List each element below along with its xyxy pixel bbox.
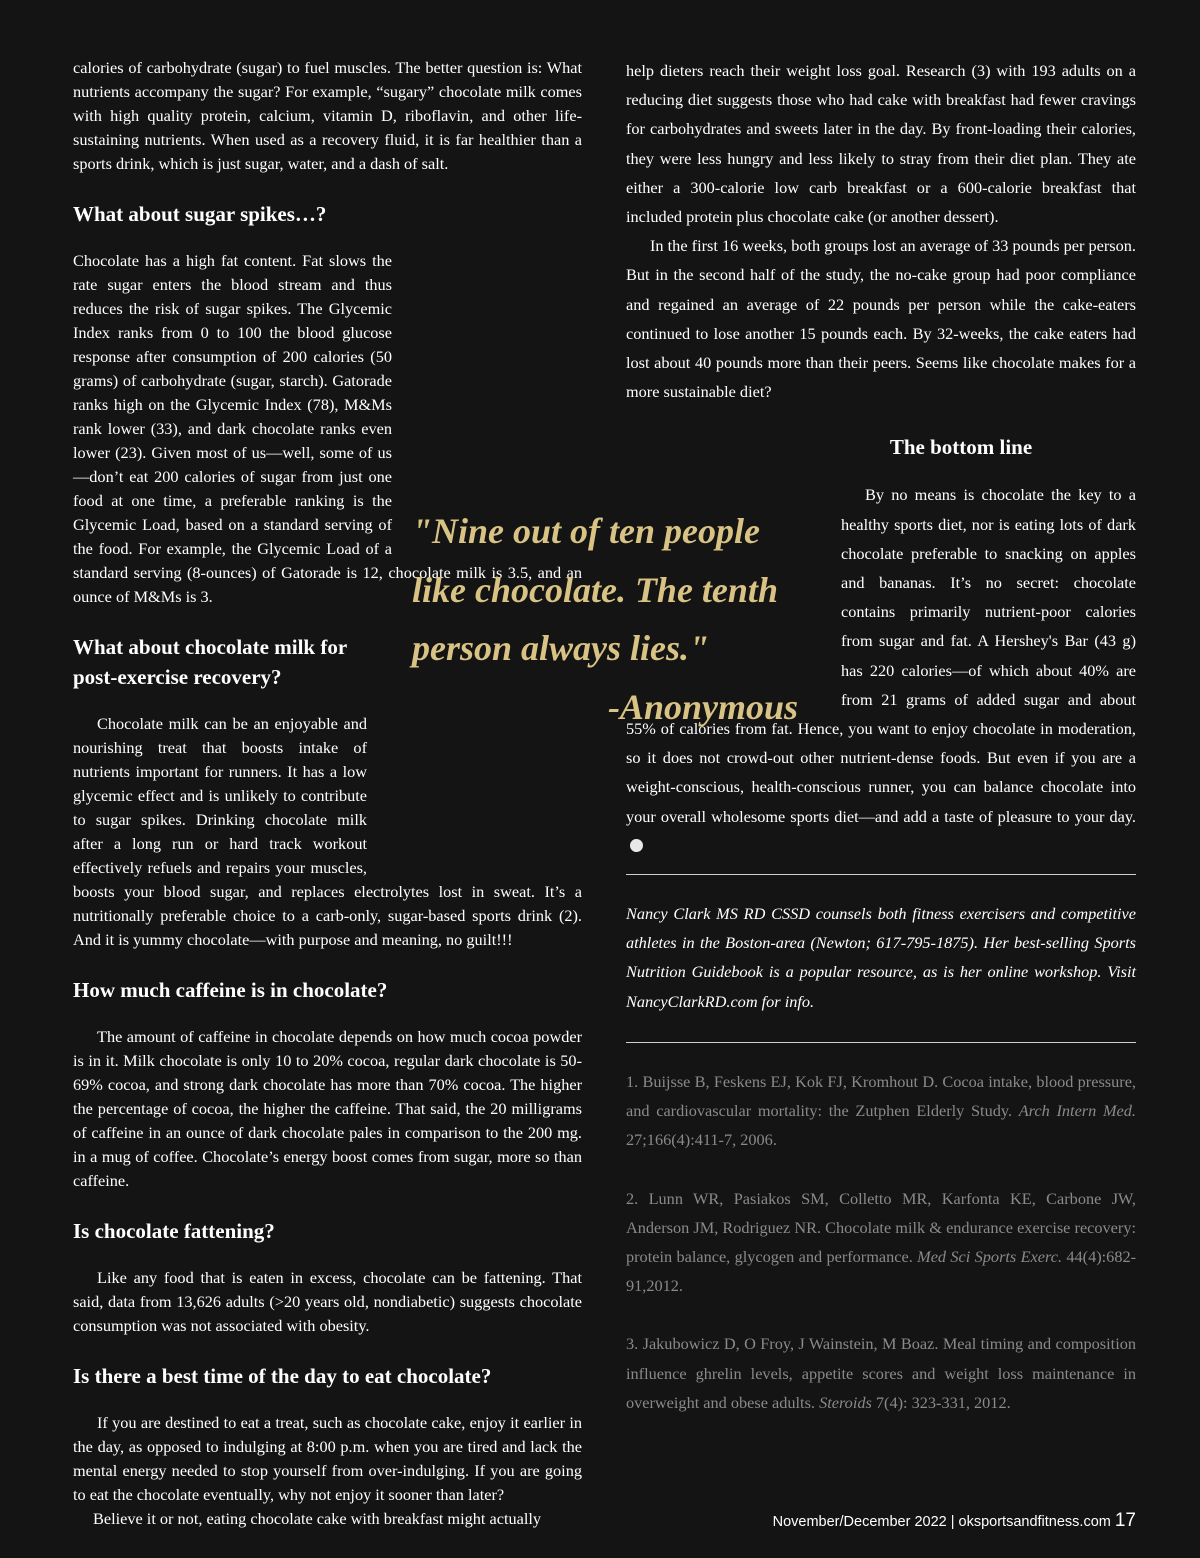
paragraph-intro: calories of carbohydrate (sugar) to fuel muscles. The better question is: What nutrients accompany the sugar? For example, “sugary” chocolate milk comes with high quality protein, calcium, vitamin D, riboflavin, and other life-sustaining nutrients. When used as a recovery fluid, it is far healthier than a sports drink, which is just sugar, water, and a dash of salt. xyxy=(73,58,582,173)
paragraph-best-time: If you are destined to eat a treat, such as chocolate cake, enjoy it earlier in the day, as opposed to indulging at 8:00 p.m. when you are tired and lack the mental energy needed to stop yourself from over-indulging. If you are going to eat the chocolate eventually, why not enjoy it sooner than later? xyxy=(73,1413,582,1504)
references xyxy=(626,1067,1136,1417)
heading-best-time: Is there a best time of the day to eat chocolate? xyxy=(73,1364,492,1388)
reference-item: 3. Jakubowicz D, O Froy, J Wainstein, M Boaz. Meal timing and composition influence ghrelin levels, appetite scores and weight loss maintenance in overweight and obese adults. Steroids 7(4): 323-331, 2012. xyxy=(626,1334,1136,1412)
heading-fattening: Is chocolate fattening? xyxy=(73,1219,275,1243)
paragraph-chocolate-milk: Chocolate milk can be an enjoyable and nourishing treat that boosts intake of nutrients important for runners. It has a low glycemic effect and is unlikely to contribute to sugar spikes. Drinking chocolate milk after a long run or hard track workout effectively refuels and repairs your muscles, boosts your blood sugar, and replaces electrolytes lost in sweat. It’s a nutritionally preferable choice to a carb-only, sugar-based sports drink (2). And it is yummy chocolate—with purpose and meaning, no guilt!!! xyxy=(73,714,582,949)
paragraph-caffeine: The amount of caffeine in chocolate depends on how much cocoa powder is in it. Milk chocolate is only 10 to 20% cocoa, regular dark chocolate is 50-69% cocoa, and strong dark chocolate has more than 70% cocoa. The higher the percentage of cocoa, the higher the caffeine. That said, the 20 milligrams of caffeine in an ounce of dark chocolate pales in comparison to the 200 mg. in a mug of coffee. Chocolate’s energy boost comes from sugar, more so than caffeine. xyxy=(73,1027,582,1190)
page-number: 17 xyxy=(1114,1510,1136,1531)
paragraph-bottom-line: By no means is chocolate the key to a healthy sports diet, nor is eating lots of dark chocolate preferable to snacking on apples and bananas. It’s no secret: chocolate contains primarily nutrient-poor calories from sugar and fat. A Hershey's Bar (43 g) has 220 calories—of which about 40% are from 21 grams of added sugar and about 55% of calories from fat. Hence, you want to enjoy chocolate in moderation, so it does not crowd-out other nutrient-dense foods. But even if you are a weight-conscious, health-conscious runner, you can balance chocolate into your overall wholesome sports diet—and add a taste of pleasure to your day. xyxy=(626,480,1136,860)
reference-item: 1. Buijsse B, Feskens EJ, Kok FJ, Kromhout D. Cocoa intake, blood pressure, and cardiovascular mortality: the Zutphen Elderly Study. Arch Intern Med. 27;166(4):411-7, 2006. xyxy=(626,1071,1136,1150)
reference-item: 2. Lunn WR, Pasiakos SM, Colletto MR, Karfonta KE, Carbone JW, Anderson JM, Rodriguez NR. Chocolate milk & endurance exercise recovery: protein balance, glycogen and performance. Med Sci Sports Exerc. 44(4):682-91,2012. xyxy=(626,1188,1137,1296)
author-bio: Nancy Clark MS RD CSSD counsels both fitness exercisers and competitive athletes in the Boston-area (Newton; 617-795-1875). Her best-selling Sports Nutrition Guidebook is a popular resource, as is her online workshop. Visit NancyClarkRD.com for info. xyxy=(626,904,1136,1011)
footer-issue: November/December 2022 | oksportsandfitness.com xyxy=(772,1514,1111,1530)
paragraph-best-time-cont: Believe it or not, eating chocolate cake with breakfast might actually xyxy=(93,1509,542,1528)
pull-quote xyxy=(412,502,812,736)
right-column xyxy=(626,56,1136,1446)
paragraph-weeks: In the first 16 weeks, both groups lost an average of 33 pounds per person. But in the second half of the study, the no-cake group had poor compliance and regained an average of 22 pounds per person while the cake-eaters continued to lose another 15 pounds each. By 32-weeks, the cake eaters had lost about 40 pounds more than their peers. Seems like chocolate makes for a more sustainable diet? xyxy=(626,236,1136,402)
heading-sugar-spikes: What about sugar spikes…? xyxy=(73,202,327,226)
divider xyxy=(626,874,1136,875)
quote-line: like chocolate. The tenth xyxy=(412,569,778,610)
paragraph-sugar-spikes: Chocolate has a high fat content. Fat slows the rate sugar enters the blood stream and thus reduces the risk of sugar spikes. The Glycemic Index ranks from 0 to 100 the blood glucose response after consumption of 200 calories (50 grams) of carbohydrate (sugar, starch). Gatorade ranks high on the Glycemic Index (78), M&Ms rank lower (33), and dark chocolate ranks even lower (23). Given most of us—well, some of us—don’t eat 200 calories of sugar from just one food at one time, a preferable ranking is the Glycemic Load, based on a standard serving of the food. For example, the Glycemic Load of a standard serving (8-ounces) of Gatorade is 12, chocolate milk is 3.5, and an ounce of M&Ms is 3. xyxy=(73,251,582,606)
left-column xyxy=(73,56,582,1531)
heading-caffeine: How much caffeine is in chocolate? xyxy=(73,978,388,1002)
paragraph-fattening: Like any food that is eaten in excess, chocolate can be fattening. That said, data from 13,626 adults (>20 years old, nondiabetic) suggests chocolate consumption was not associated with obesity. xyxy=(73,1268,582,1335)
page-footer xyxy=(773,1510,1136,1532)
heading-bottom-line: The bottom line xyxy=(889,435,1033,460)
quote-attribution: -Anonymous xyxy=(607,686,798,727)
end-mark-icon xyxy=(630,839,643,852)
divider xyxy=(626,1042,1136,1043)
quote-line: "Nine out of ten people xyxy=(412,511,760,551)
quote-line: person always lies." xyxy=(412,628,709,668)
heading-chocolate-milk: What about chocolate milk for post-exercise recovery? xyxy=(73,635,347,689)
paragraph-research: help dieters reach their weight loss goal. Research (3) with 193 adults on a reducing diet suggests those who had cake with breakfast had fewer cravings for carbohydrates and sweets later in the day. By front-loading their calories, they were less hungry and less likely to stray from their diet plan. They ate either a 300-calorie low carb breakfast or a 600-calorie breakfast that included protein plus chocolate cake (or another dessert). xyxy=(626,61,1136,227)
